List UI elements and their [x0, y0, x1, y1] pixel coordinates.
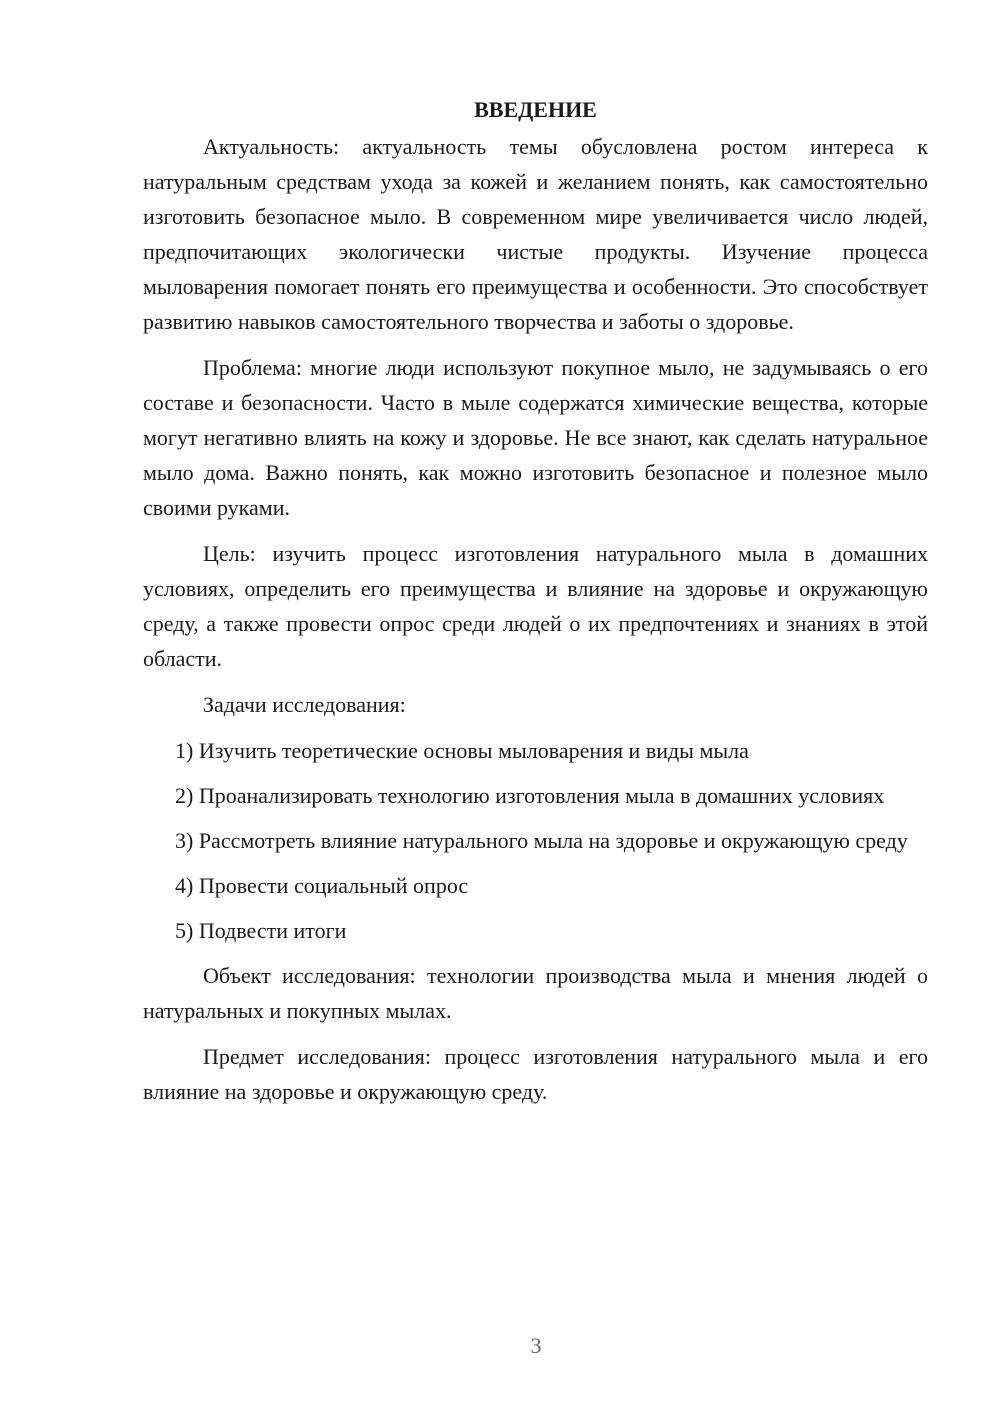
document-title: ВВЕДЕНИЕ: [474, 97, 597, 122]
task-item: 4) Провести социальный опрос: [175, 873, 469, 898]
page-number: 3: [530, 1333, 542, 1358]
problem-paragraph: Проблема: многие люди используют покупное мыло, не задумываясь о его составе и безопасности. Часто в мыле содержатся химические вещества, которые могут негативно влиять на кожу и здоровье. Не все знают, как сделать натуральное мыло дома. Важно понять, как можно изготовить безопасное и полезное мыло своими руками.: [143, 355, 928, 520]
research-subject-paragraph: Предмет исследования: процесс изготовления натурального мыла и его влияние на здоровье и окружающую среду.: [143, 1044, 928, 1104]
document-page: [143, 92, 928, 1120]
task-item: 2) Проанализировать технологию изготовления мыла в домашних условиях: [175, 783, 885, 808]
task-item: 1) Изучить теоретические основы мыловарения и виды мыла: [175, 738, 749, 763]
relevance-paragraph: Актуальность: актуальность темы обусловлена ростом интереса к натуральным средствам ухода за кожей и желанием понять, как самостоятельно изготовить безопасное мыло. В современном мире увеличивается число людей, предпочитающих экологически чистые продукты. Изучение процесса мыловарения помогает понять его преимущества и особенности. Это способствует развитию навыков самостоятельного творчества и заботы о здоровье.: [143, 134, 928, 334]
research-object-paragraph: Объект исследования: технологии производства мыла и мнения людей о натуральных и покупных мылах.: [143, 963, 928, 1023]
task-item: 3) Рассмотреть влияние натурального мыла на здоровье и окружающую среду: [175, 828, 908, 853]
task-item: 5) Подвести итоги: [175, 918, 347, 943]
goal-paragraph: Цель: изучить процесс изготовления натурального мыла в домашних условиях, определить его преимущества и влияние на здоровье и окружающую среду, а также провести опрос среди людей о их предпочтениях и знаниях в этой области.: [143, 541, 928, 671]
tasks-heading: Задачи исследования:: [203, 692, 406, 717]
